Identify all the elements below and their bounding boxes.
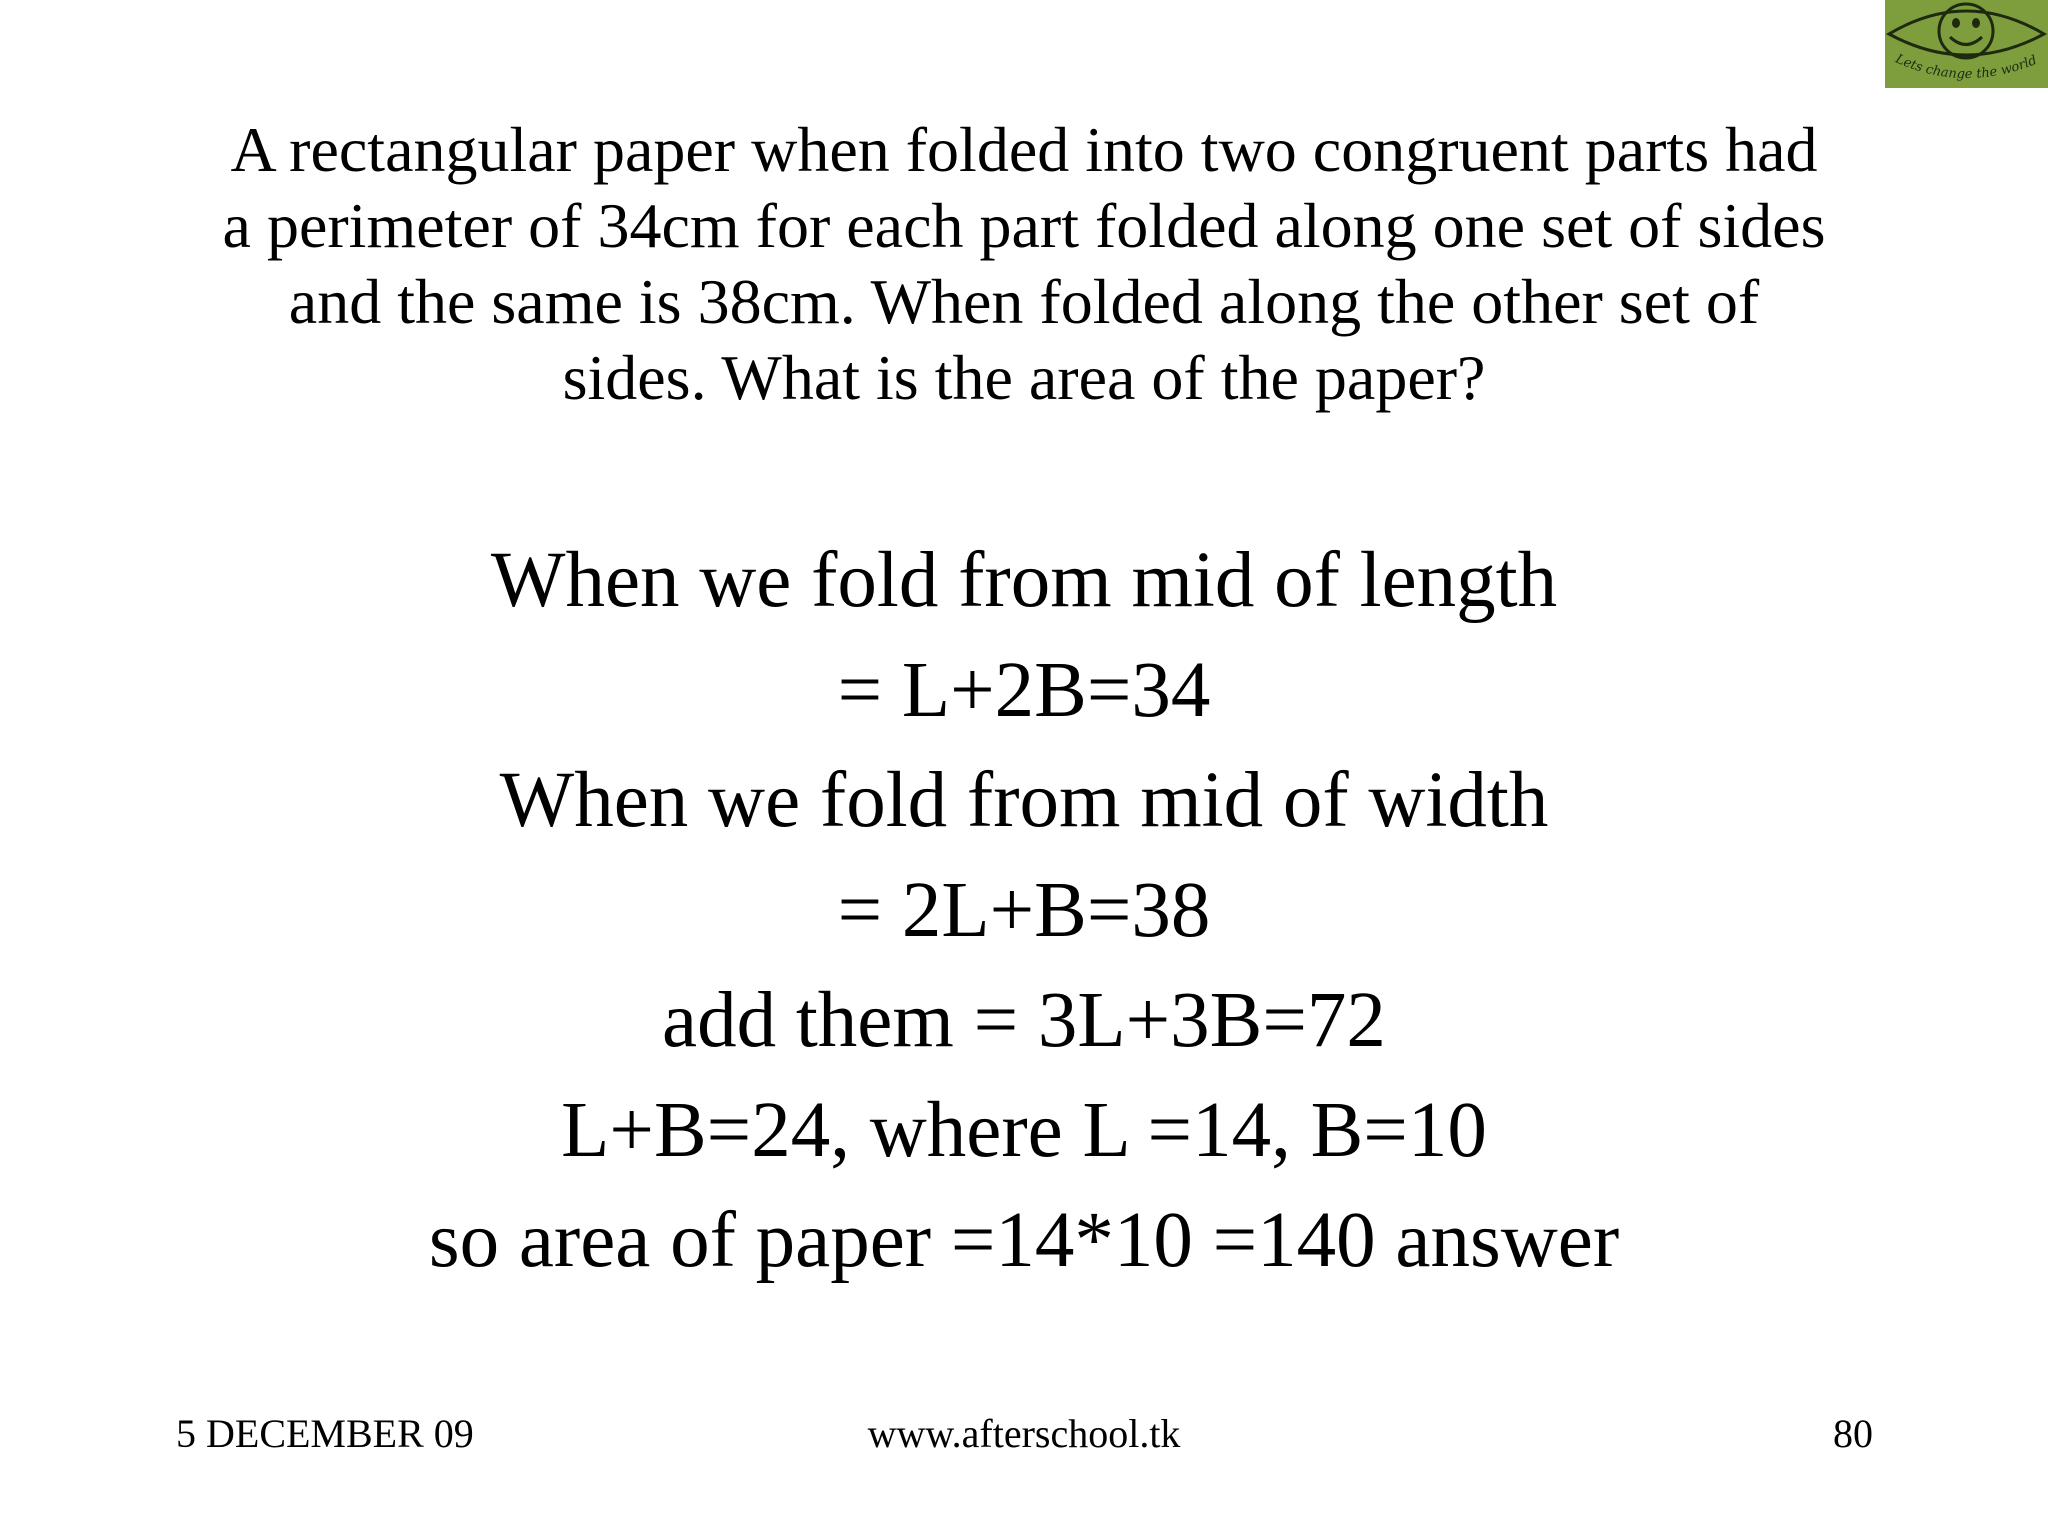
question-line: and the same is 38cm. When folded along the other set of	[288, 266, 1760, 337]
logo-motto: Lets change the world	[1893, 51, 2040, 83]
question-line: a perimeter of 34cm for each part folded along one set of sides	[222, 190, 1826, 261]
footer-page-number: 80	[1833, 1411, 1873, 1456]
footer-url: www.afterschool.tk	[867, 1411, 1181, 1456]
question-text	[140, 112, 1908, 416]
solution-line: When we fold from mid of width	[499, 757, 1549, 844]
solution-line: = L+2B=34	[837, 647, 1211, 734]
solution-steps	[140, 526, 1908, 1296]
solution-line: = 2L+B=38	[837, 867, 1211, 954]
solution-line: L+B=24, where L =14, B=10	[561, 1087, 1487, 1174]
smiley-eye-logo-icon	[1885, 0, 2048, 88]
solution-line: add them = 3L+3B=72	[662, 977, 1386, 1064]
solution-line: When we fold from mid of length	[490, 537, 1558, 624]
question-line: A rectangular paper when folded into two congruent parts had	[230, 114, 1818, 185]
footer-date: 5 DECEMBER 09	[176, 1411, 474, 1456]
question-line: sides. What is the area of the paper?	[562, 342, 1486, 413]
solution-line: so area of paper =14*10 =140 answer	[428, 1197, 1620, 1284]
